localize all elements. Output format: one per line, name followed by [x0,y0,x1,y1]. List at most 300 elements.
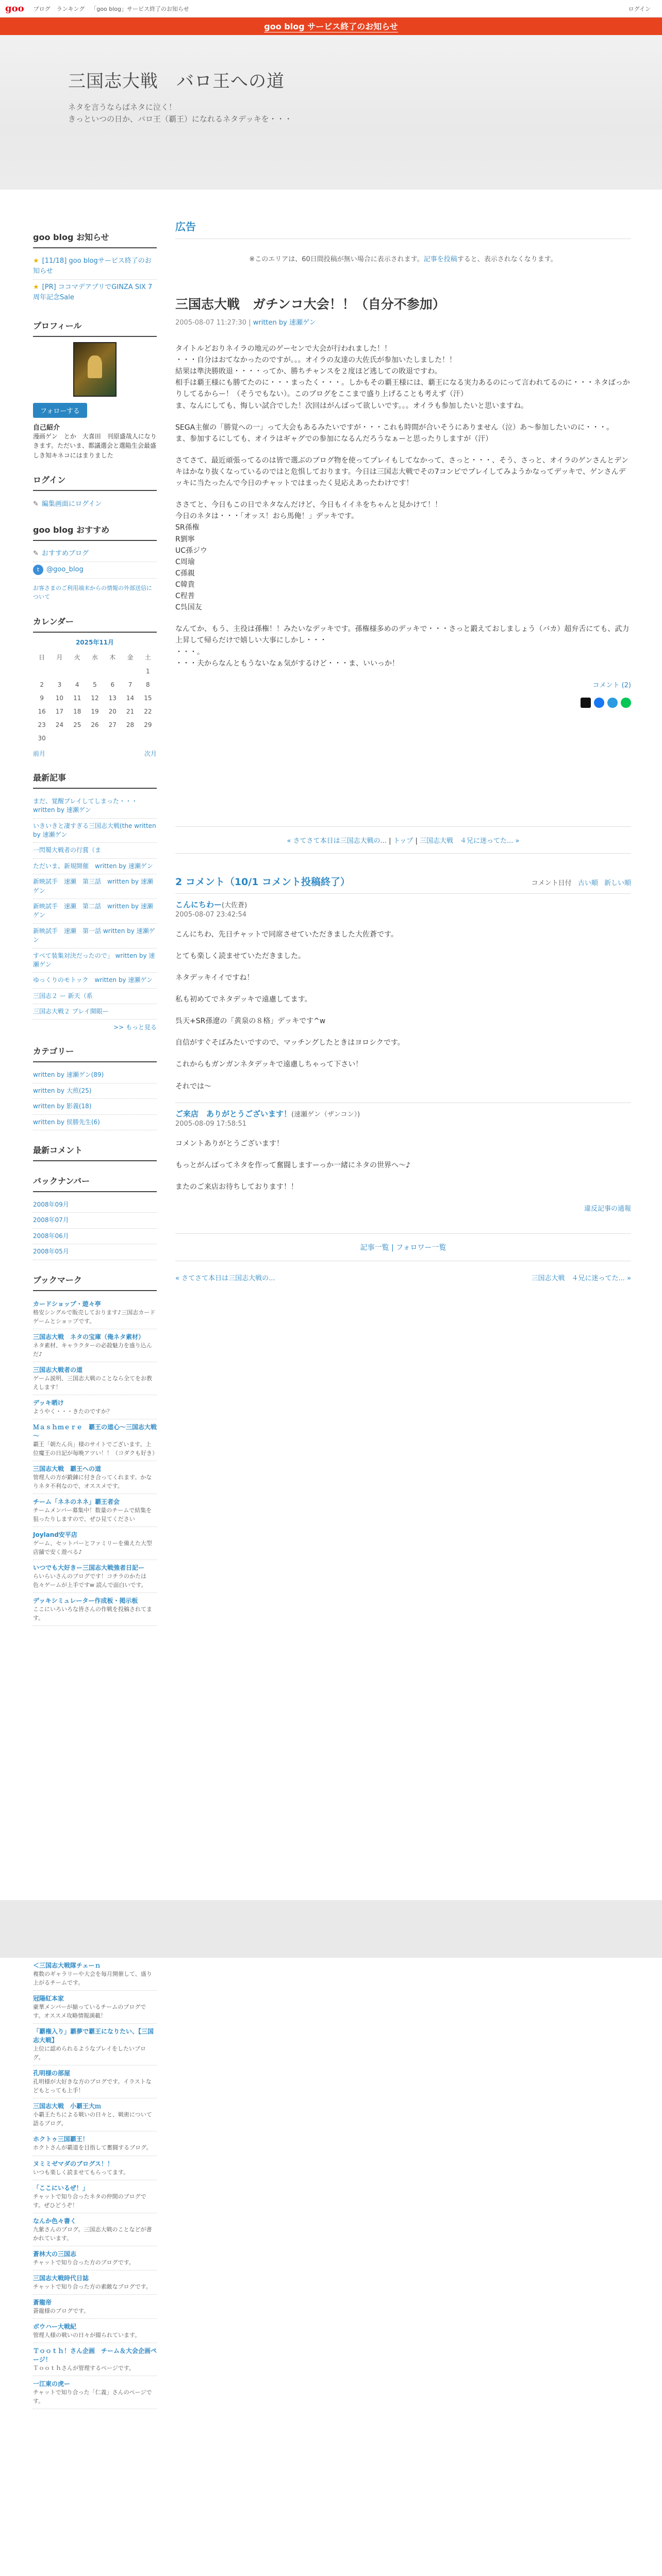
comment-paragraph: コメントありがとうございます！ [175,1139,284,1148]
star-icon: ★ [33,283,39,292]
comment [175,1103,631,1193]
bookmark-title[interactable]: なんか色々書く [33,2217,77,2225]
bookmark-description: 九紫さんのブログ。三国志大戦のことなどが書かれています。 [33,2226,152,2242]
calendar-day-header: 火 [74,653,80,661]
goo-notices-heading: goo blog お知らせ [33,231,157,248]
calendar-day [51,732,68,745]
blog-header [0,35,662,190]
comment-author-note: (速瀬ゲン（ザンコン）) [291,1110,360,1118]
comments-order [532,877,631,887]
calendar-day: 13 [108,694,117,702]
calendar-week [33,691,157,705]
recommend-box [33,523,157,601]
calendar-day: 9 [40,694,44,702]
bookmark-title[interactable]: 三国志大戦 ネタの宝庫（俺ネタ素材） [33,1333,145,1341]
calendar-heading: カレンダー [33,615,157,633]
bookmark-description: 蒼龍様のブログです。 [33,2307,90,2314]
recommend-link[interactable]: @goo_blog [46,566,84,574]
calendar-day: 5 [93,681,97,688]
comment-paragraph: それでは～ [175,1082,211,1091]
follower-list-link[interactable]: フォロワー一覧 [396,1243,446,1252]
comment-paragraph: 私も初めてでネタデッキで遠慮してます。 [175,995,312,1004]
bookmark-description: 孔明様が大好きな方のブログです。イラストなどもとっても上手！ [33,2078,152,2094]
ad-post-link[interactable]: 記事を投稿 [423,256,457,263]
blog-description-line: ネタを言うならばネタに泣く！ [68,103,177,112]
ad-notice-suffix: すると、表示されなくなります。 [457,256,557,263]
recent-entry-link[interactable]: すべて装集対決だったので」 written by 速瀬ゲン [33,952,155,968]
bookmark-description: Ｔｏｏｔｈさんが管理するページです。 [33,2364,135,2371]
star-icon: ★ [33,257,39,265]
post-author-link[interactable]: written by 速瀬ゲン [253,319,316,327]
post-date: 2005-08-07 11:27:30 [175,319,247,327]
external-info-link[interactable]: お客さまのご利用端末からの情報の外部送信について [33,584,152,601]
bookmark-title[interactable]: ヌミミゼマダのブログス！！ [33,2160,113,2167]
calendar-day-header: 土 [144,653,151,661]
calendar-day: 23 [38,721,46,728]
ad-heading: 広告 [175,218,631,239]
bookmark-item[interactable] [33,1527,157,1560]
calendar-day: 4 [75,681,79,688]
calendar-day [51,665,68,678]
comments-order-new[interactable]: 新しい順 [604,879,631,887]
profile-heading: プロフィール [33,319,157,337]
calendar-day: 22 [144,707,152,715]
bookmark-description: チャットで知り合った「仁義」さんのページです。 [33,2388,152,2405]
bookmark-item[interactable] [33,2246,157,2270]
bookmark-description: 小覇王たちによる戦いの日々と、戦術について語るブログ。 [33,2111,152,2127]
post-meta [175,317,631,327]
pager-separator: | [389,837,393,845]
calendar-body [33,665,157,745]
service-end-notice-bar[interactable] [0,18,662,35]
notice-item-link[interactable]: [11/18] goo blogサービス終了のお知らせ [33,257,152,276]
calendar-day: 1 [146,667,150,675]
calendar-day-header: 月 [56,653,63,661]
content-wrap [0,190,662,1900]
calendar-day: 18 [73,707,81,715]
line-share-icon[interactable] [621,698,631,708]
calendar-day: 6 [110,681,115,688]
recent-entries-list [33,794,157,1020]
calendar-day: 27 [108,721,117,728]
bookmark-description: ネタ素材、キャラクターの必殺魅力を盛り込んだ♪ [33,1342,152,1358]
bookmark-item[interactable] [33,2065,157,2098]
calendar-prev-link[interactable]: 前月 [33,750,46,757]
main-column [175,190,662,1900]
recent-entry[interactable] [33,859,157,874]
bookmark-description: らいらいさんのブログです！コチラのかたは色々ゲームが上手ですw 読んで面白いです。 [33,1573,147,1589]
bookmark-title[interactable]: 「覇権入り」覇夢で覇王になりたい、【三国志大戦】 [33,2028,154,2044]
top-link[interactable]: トップ [393,837,413,845]
bookmark-description: チャットで知り合った方のブログです。 [33,2259,135,2266]
lower-sidebar-area [0,1958,662,2576]
profile-box [33,319,157,461]
bookmark-item[interactable] [33,2319,157,2343]
login-link[interactable]: 編集画面にログイン [41,500,102,509]
recent-entry-link[interactable]: 新映試手 速瀬 第一話 written by 速瀬ゲン [33,927,155,944]
calendar-day: 10 [55,694,64,702]
post-pager [175,826,631,854]
calendar-day-header: 日 [39,653,45,661]
bookmark-item[interactable] [33,2180,157,2213]
goo-notices-box [33,231,157,306]
bookmark-description: ホクトさんが覇道を目指して奮闘するブログ。 [33,2144,152,2151]
calendar-day: 21 [126,707,135,715]
topbar-login-link[interactable]: ログイン [628,5,651,12]
recent-entry[interactable] [33,1004,157,1020]
bookmark-title[interactable]: 三国志大戦 覇王への道 [33,1465,102,1472]
report-link[interactable]: 違反記事の通報 [584,1205,631,1213]
bookmark-box [33,1274,157,1626]
bookmark-item[interactable] [33,1494,157,1527]
next-post-link[interactable]: 三国志大戦 ４兄に迷ってた... » [419,837,520,845]
bookmark-item[interactable] [33,1593,157,1626]
recommend-item[interactable] [33,562,157,578]
ad-notice [175,253,631,263]
blog-description [68,101,662,126]
calendar-day [86,665,104,678]
follow-button[interactable]: フォローする [33,403,87,418]
category-item-link[interactable]: written by 大煎(25) [33,1087,92,1094]
bookmark-item[interactable] [33,1395,157,1419]
backnumber-box [33,1175,157,1260]
bookmark-title[interactable]: 三国志大戦時代日誌 [33,2274,89,2282]
bookmark-description: チームメンバー募集中！数量のチームで結集を狙ったりしますので、ぜひ見てください [33,1507,152,1523]
overlay-band [0,1901,662,1958]
bookmark-description: 上位に認められるようなプレイをしたいブログ。 [33,2045,146,2061]
latest-comments-heading: 最新コメント [33,1144,157,1161]
bookmark-item[interactable] [33,2213,157,2246]
calendar-next-link[interactable]: 次月 [144,750,157,757]
calendar-day: 30 [38,734,46,742]
facebook-share-icon[interactable] [594,698,604,708]
recommend-heading: goo blog おすすめ [33,523,157,541]
recent-entry-link[interactable]: 三国志大戦２ プレイ開眼ー [33,1008,109,1015]
bookmark-title[interactable]: Joyland安平店 [33,1531,77,1539]
bookmark-item[interactable] [33,1991,157,2024]
pager-separator: | [415,837,420,845]
category-item-link[interactable]: written by 速瀬ゲン(89) [33,1071,104,1079]
calendar-day [139,732,157,745]
post-paragraph: ささてと、今日もこの日でネタなんだけど、今日もイイネをちゃんと見かけて！！ 今日のネタは・・・「オッス！おら馬俺！」デッキです。 SR孫権 R劉寧 UC孫ジウ C周瑜 C孫親 C韓貴 C程普 C呉国友 [175,501,442,612]
recent-entry-link[interactable]: 新映試手 速瀬 第二話 written by 速瀬ゲン [33,902,153,919]
profile-text: 漫画ゲン とか 大喜田 刊原盛哉人になりきます。ただいま、都議選会と選陥生会最盛しき知キネコにはまりました [33,432,157,459]
calendar-day: 17 [55,707,64,715]
backnumber-item[interactable] [33,1244,157,1260]
calendar-day-header: 水 [91,653,98,661]
bookmark-item[interactable] [33,1329,157,1362]
bottom-prev-link[interactable]: « さてさて本日は三国志大戦の... [175,1274,275,1282]
calendar-day [69,665,86,678]
calendar-day: 7 [128,681,133,688]
calendar-day [33,665,51,678]
recommend-link[interactable]: おすすめブログ [41,550,89,558]
topbar-link-blog[interactable]: ブログ [33,5,51,12]
bookmark-title[interactable]: 孔明様の部屋 [33,2070,71,2077]
bookmark-title[interactable]: 蒼龍帝 [33,2298,52,2306]
comment-paragraph: これからもガンガンネタデッキで遠慮しちゃって下さい！ [175,1060,363,1069]
share-buttons [175,698,631,708]
bookmark-description: チャットで知り合った方の素敵なブログです。 [33,2283,152,2290]
bookmark-continued [33,1958,157,2409]
backnumber-list [33,1197,157,1260]
recommend-item[interactable] [33,546,157,562]
comment-paragraph: 自信がすぐそばみたいですので、マッチングしたときはヨロシクです。 [175,1039,405,1047]
bottom-links [175,1233,631,1261]
bookmark-title[interactable]: 一江東の虎ー [33,2380,71,2387]
category-box [33,1045,157,1130]
comment-body [175,929,631,1092]
hatena-share-icon[interactable] [607,698,618,708]
recent-entry[interactable] [33,973,157,988]
category-list [33,1067,157,1130]
post-article [175,294,631,708]
comments-title: 2 コメント（10/1 コメント投稿終了） [175,876,351,888]
bottom-links-separator: | [391,1243,396,1252]
calendar-days-header [33,650,157,665]
category-item[interactable] [33,1115,157,1130]
post-paragraph: なんてか、もう、主役は孫権！！みたいなデッキです。孫権様多めのデッキで・・・さっと鍛えておしましょう（バカ）超弁舌にても、武力上昇して帰らだけで嬉しい大事にしかし・・・ ・・・。 ・・・夫からなんともうないなぁ気がするけど・・・ま、いいっか！ [175,625,630,668]
category-item[interactable] [33,1067,157,1083]
bookmark-description: チャットで知り合ったネタの仲間のブログです。ぜひどうぞ！ [33,2193,146,2209]
bookmark-title[interactable]: Ｍａｓｈｍｅｒｅ 覇王の道心～三国志大戦～ [33,1423,157,1439]
category-item-link[interactable]: written by 侯勝先生(6) [33,1118,100,1126]
comments-order-label: コメント日付 [531,879,572,887]
profile-name-label: 自己紹介 [33,423,60,432]
comments-order-old[interactable]: 古い順 [577,879,598,887]
comment-author[interactable]: ご来店 ありがとうございます！(速瀬ゲン（ザンコン）) [175,1109,360,1118]
recent-entry[interactable] [33,874,157,899]
comment-paragraph: こんにちわ、先日チャットで同席させていただきました大佐蒼です。 [175,930,398,939]
calendar-day: 8 [146,681,150,688]
topbar-link-notice[interactable]: 「goo blog」サービス終了のお知らせ [91,5,189,12]
blog-title[interactable]: 三国志大戦 バロ王への道 [68,71,285,92]
bookmark-description: 複数のギャラリーや大会を毎月開催して、盛り上がるチームです。 [33,1971,152,1987]
recent-entry-link[interactable]: まだ、覚醒プレイしてしまった・・・ written by 速瀬ゲン [33,797,144,814]
post-body [175,343,631,669]
goo-logo[interactable]: goo [5,3,24,14]
recent-entry[interactable] [33,843,157,858]
backnumber-item-link[interactable]: 2008年06月 [33,1232,69,1240]
bookmark-title[interactable]: Ｔｏｏｔｈ！さん企画 チーム＆大会企画ページ！ [33,2347,157,2363]
comment [175,893,631,1092]
bookmark-item[interactable] [33,2270,157,2295]
bookmark-title[interactable]: ボウハー大戦紀 [33,2323,77,2330]
bottom-next-link[interactable]: 三国志大戦 ４兄に迷ってた... » [531,1274,631,1282]
calendar-day: 19 [91,707,99,715]
calendar-month: 2025年11月 [75,638,114,646]
bookmark-title[interactable]: 三国志大戦者の道 [33,1366,83,1374]
comment-author[interactable]: こんにちわー(大佐蒼) [175,900,247,909]
recent-more-link[interactable]: >> もっと見る [113,1024,157,1031]
bookmark-description: 格安シングルで販売しております♪三国志カードゲームとショップです。 [33,1309,156,1325]
calendar-week [33,732,157,745]
login-box [33,473,157,510]
comment-date: 2005-08-09 17:58:51 [175,1120,247,1128]
backnumber-heading: バックナンバー [33,1175,157,1192]
bookmark-title[interactable]: デッキ晒け [33,1399,64,1406]
bookmark-item[interactable] [33,1419,157,1461]
calendar-week [33,705,157,718]
comment-body [175,1138,631,1193]
sidebar [0,190,175,1900]
calendar [33,638,157,758]
calendar-day: 24 [55,721,64,728]
bookmark-description: いつも楽しく読ませてもらってます。 [33,2168,129,2176]
bookmark-description: ようやく・・・きたのですか？ [33,1408,112,1415]
bookmark-title[interactable]: いつでも大好きー三国志大戦強者日記ー [33,1564,145,1572]
bookmark-description: 覇王「朝たん兵」様のサイトでございます。上位魔王の日記が毎晩アツい！！（コダクも好き） [33,1440,158,1456]
bookmark-item[interactable] [33,1296,157,1329]
notice-item[interactable] [33,253,157,280]
post-meta-separator: | [246,319,253,327]
bookmark-description: ゲーム説明、三国志大戦のことなら全てをお教えします！ [33,1375,152,1391]
backnumber-item-link[interactable]: 2008年07月 [33,1216,69,1224]
bookmark-title[interactable]: 「ここにいるぜ！」 [33,2184,89,2192]
bookmark-title[interactable]: 蒼林大の三国志 [33,2250,77,2258]
calendar-week [33,718,157,732]
bookmark-title[interactable]: 冠陽紅本家 [33,1995,64,2003]
latest-comments-box [33,1144,157,1161]
entry-list-link[interactable]: 記事一覧 [360,1243,389,1252]
category-item-link[interactable]: written by 影義(18) [33,1103,92,1110]
comment-paragraph: 呉天+SR孫遼の「黄泉の８格」デッキです^w [175,1017,326,1026]
recent-entry[interactable] [33,899,157,924]
bookmark-description: 管理人の方が鍛錬に付き合ってくれます。かなりネタ不利なので、オススメです。 [33,1474,152,1490]
prev-post-link[interactable]: « さてさて本日は三国志大戦の... [287,837,387,845]
comment-author-note: (大佐蒼) [222,901,247,909]
x-share-icon[interactable] [581,698,591,708]
recent-entry-link[interactable]: 新映試手 速瀬 第三話 written by 速瀬ゲン [33,878,153,894]
bookmark-title[interactable]: ホクトゥ三国覇王！ [33,2136,89,2143]
calendar-day-header: 金 [127,653,134,661]
comment-paragraph: ネタデッキイイですね！ [175,973,254,982]
backnumber-item[interactable] [33,1197,157,1213]
post-paragraph: タイトルどおりネイラの地元のゲーセンで大会が行われました！！ ・・・自分はおてなかったのですが。。。オイラの友達の大佐氏が参加いたしました！！ 結果は準決勝敗退・・・・ってか、勝ちチャンスを２度ほど逃しての敗退ですわ。 相手は覇王様にも勝てたのに・・・まったく・・・。しかもその覇王様には、覇王になる実力あるのにって言われてるのに・・・ネタばっかりしてるからー！（そうでもない）。このブログをここまで盛り上げることも考えず（汗） ま、なんにしても、悔しい試合でした！次回はがんばって欲しいです。。。オイラも参加したいと思いますね。 [175,345,630,410]
recent-entry[interactable] [33,989,157,1004]
calendar-day: 29 [144,721,152,728]
backnumber-item[interactable] [33,1213,157,1228]
notice-item[interactable] [33,280,157,306]
calendar-day: 11 [73,694,81,702]
recent-entries-heading: 最新記事 [33,771,157,789]
calendar-day: 2 [40,681,44,688]
bookmark-item[interactable] [33,1958,157,1991]
blog-description-line: きっといつの日か、バロ王（覇王）になれるネタデッキを・・・ [68,114,292,124]
category-item[interactable] [33,1083,157,1099]
goo-top-bar [0,0,662,18]
comments-list [175,893,631,1193]
bookmark-title[interactable]: ＜三国志大戦隊チェーｎ [33,1962,101,1969]
bookmark-item[interactable] [33,2376,157,2409]
calendar-day [104,732,121,745]
bookmark-title[interactable]: カードショップ・遊々亭 [33,1300,101,1308]
recent-entries-box [33,771,157,1032]
topbar-right [628,5,657,13]
recent-entry-link[interactable]: いきいきと凄すぎる三国志大戦(the written by 速瀬ゲン [33,822,156,838]
bookmark-title[interactable]: デッキシミュレーター作成板・掲示板 [33,1597,138,1605]
comment-paragraph: とても楽しく読ませていただきました。 [175,952,305,960]
bookmark-description: 管理人様の戦いの日々が綴られています。 [33,2331,141,2338]
service-end-notice-text[interactable]: goo blog サービス終了のお知らせ [264,20,398,32]
backnumber-item-link[interactable]: 2008年09月 [33,1201,69,1209]
recent-entry-link[interactable]: ゆっくりのモトック written by 速瀬ゲン [33,976,153,984]
pencil-icon: ✎ [33,550,39,558]
recent-entry-link[interactable]: 一閃蜀大戦者の行賞（ま [33,846,102,854]
bookmark-description: ゲーム、セットバーとファミリーを備えた大型店舗で安く遊べる♪ [33,1540,152,1556]
calendar-day: 14 [126,694,135,702]
bookmark-title[interactable]: チーム「ネネのネネ」覇王者会 [33,1498,120,1506]
comment-paragraph: もっとがんばってネタを作って奮闘しますーっか一緒にネタの世界へ～♪ [175,1161,410,1170]
calendar-day [121,732,139,745]
comment-date: 2005-08-07 23:42:54 [175,910,247,919]
post-paragraph: SEGA主催の「勝覚への一」って大会もあるみたいですが・・・これも時間が合いそうにありません（泣）あ～参加したいのに・・・。 ま、参加するにしても、オイラはギャグでの参加になるんだろうなぁーと思ったりしますが（汗） [175,423,614,443]
bookmark-item[interactable] [33,1461,157,1494]
profile-avatar-image[interactable] [73,342,117,397]
calendar-day: 20 [108,707,117,715]
recent-entry[interactable] [33,819,157,843]
calendar-day: 3 [57,681,62,688]
calendar-day [121,665,139,678]
calendar-day: 26 [91,721,99,728]
bookmark-item[interactable] [33,2131,157,2156]
calendar-week [33,678,157,691]
bookmark-item[interactable] [33,2343,157,2376]
calendar-week [33,665,157,678]
backnumber-item-link[interactable]: 2008年05月 [33,1248,69,1256]
topbar-link-ranking[interactable]: ランキング [56,5,85,12]
pencil-icon: ✎ [33,500,39,509]
bookmark-title[interactable]: 三国志大戦 小覇王大ｍ [33,2103,102,2110]
ad-notice-prefix: ※このエリアは、60日間投稿が無い場合に表示されます。 [249,256,424,263]
bookmark-item[interactable] [33,2156,157,2180]
login-heading: ログイン [33,473,157,491]
recent-entry-link[interactable]: ただいま、新規開催 written by 速瀬ゲン [33,862,153,870]
bookmark-item[interactable] [33,1362,157,1395]
calendar-box [33,615,157,758]
calendar-day-header: 木 [109,653,116,661]
calendar-day: 12 [91,694,99,702]
category-item[interactable] [33,1099,157,1114]
calendar-day: 16 [38,707,46,715]
bookmark-item[interactable] [33,2098,157,2131]
post-comment-link[interactable]: コメント (2) [592,681,631,689]
notice-item-link[interactable]: [PR] ココマデアプリでGINZA SIX 7周年記念Sale [33,283,153,302]
backnumber-item[interactable] [33,1229,157,1244]
bookmark-description: ここにいろいろな皆さんの作戦を投稿されてます。 [33,1606,152,1622]
calendar-day [69,732,86,745]
post-title[interactable]: 三国志大戦 ガチンコ大会！！（自分不参加） [175,297,445,312]
calendar-day: 15 [144,694,152,702]
recent-entry[interactable] [33,924,157,948]
comment-paragraph: またのご来店お待ちしております！！ [175,1182,298,1191]
post-paragraph: さてさて、最近頑張ってるのは皆で選ぶのブログ物を使ってプレイもしてなかって、さっと・・・、そう、さっと、オイラのゲンさんとデンキはかなり抜くなっているのではと危惧しております。今日は三国志大戦でその7コンビでプレイしてみようかなってデッキで、ゲンさんデッキに当たったんで今日のチャットではまったく見応えあったわけです！ [175,456,628,488]
calendar-day [104,665,121,678]
calendar-day: 28 [126,721,135,728]
bookmark-list-continued [33,1958,157,2409]
bookmark-heading: ブックマーク [33,1274,157,1291]
recent-entry[interactable] [33,948,157,973]
bookmark-item[interactable] [33,2024,157,2065]
bookmark-item[interactable] [33,2295,157,2319]
bookmark-item[interactable] [33,1560,157,1593]
calendar-day [86,732,104,745]
recent-entry-link[interactable]: 三国志２ ー 新天（系 [33,992,93,999]
recent-entry[interactable] [33,794,157,819]
twitter-icon: t [33,565,43,575]
bookmark-list [33,1296,157,1626]
bookmark-description: 豪華メンバーが揃っているチームのブログです。オススメ攻略情報満載！ [33,2004,146,2020]
